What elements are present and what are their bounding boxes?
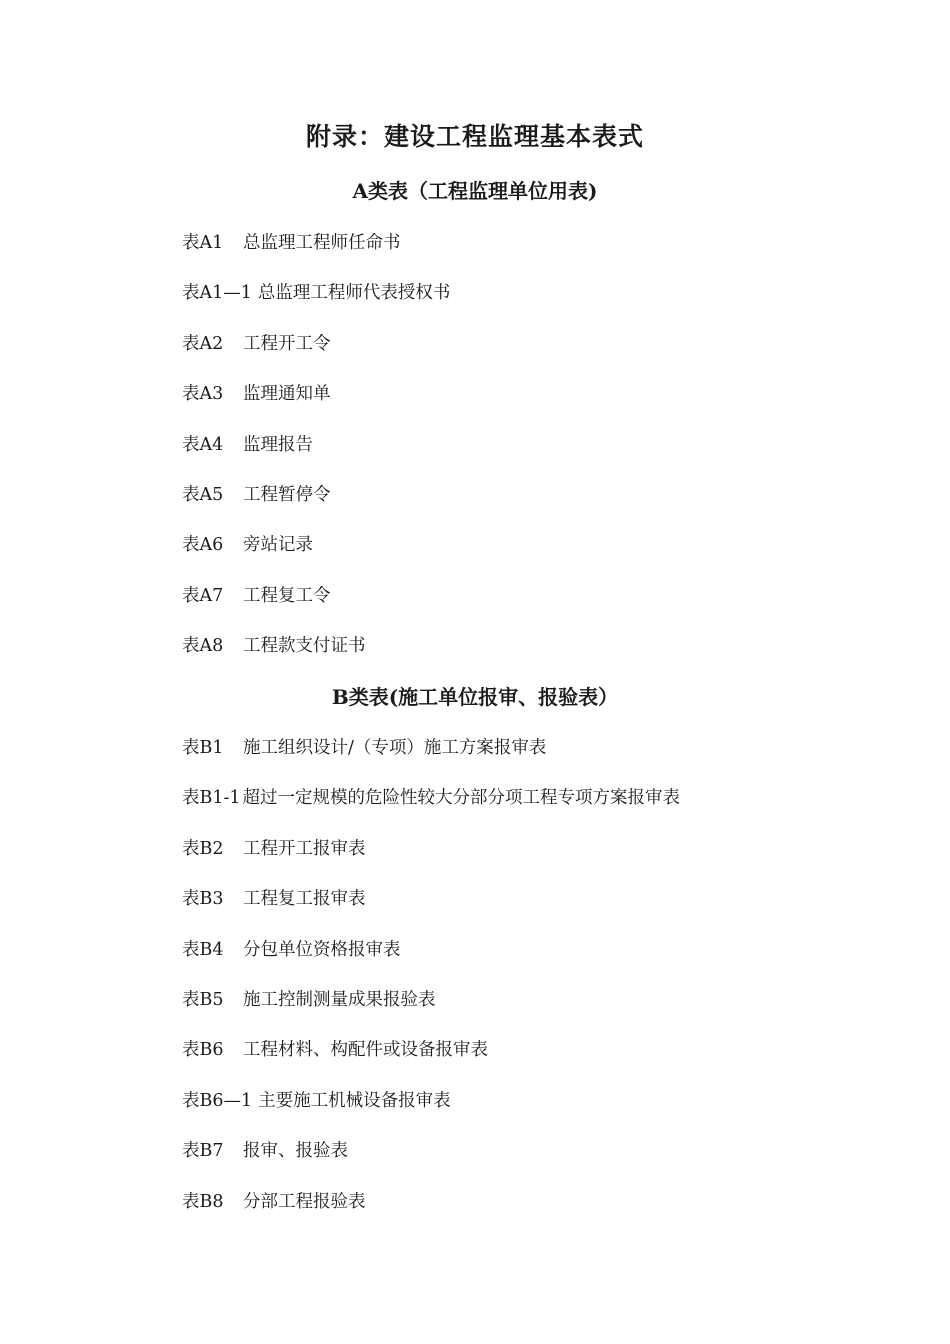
page-title: 附录：建设工程监理基本表式 [305,122,644,151]
list-item [182,938,680,988]
form-name: 施工组织设计/（专项）施工方案报审表 [243,738,547,758]
list-item [182,736,680,786]
list-item [182,1038,680,1088]
form-code: 表B4 [182,939,224,960]
section-a-heading: A类表（工程监理单位用表) [352,179,598,203]
form-name: 工程复工令 [243,585,331,606]
list-item [182,483,450,533]
form-code: 表A7 [182,585,224,606]
form-name: 工程款支付证书 [243,636,366,657]
form-name: 旁站记录 [243,535,313,556]
list-item [182,281,450,331]
form-code: 表B3 [182,889,224,910]
form-code: 表B5 [182,989,224,1010]
form-code: 表A3 [182,384,224,405]
list-item [182,231,450,281]
list-item [182,433,450,483]
section-b-list [182,736,680,1240]
form-name: 报审、报验表 [243,1141,348,1162]
list-item [182,837,680,887]
form-code: 表A1 [182,233,224,253]
form-code: 表B7 [182,1141,224,1162]
form-name: 监理通知单 [243,384,331,405]
list-item [182,887,680,937]
list-item [182,1139,680,1189]
section-b-heading: B类表(施工单位报审、报验表） [331,685,619,709]
form-name: 超过一定规模的危险性较大分部分项工程专项方案报审表 [242,788,681,809]
form-name: 分包单位资格报审表 [243,939,401,960]
form-name: 工程复工报审表 [243,889,366,910]
form-code: 表B2 [182,838,224,859]
list-item [182,786,680,836]
list-item [182,584,450,634]
list-item [182,988,680,1038]
form-name: 工程暂停令 [243,484,331,505]
form-name: 施工控制测量成果报验表 [243,989,436,1010]
form-code: 表B1-1 [182,788,241,809]
list-item [182,634,450,684]
form-name: 分部工程报验表 [243,1191,366,1212]
list-item [182,332,450,382]
form-code: 表A4 [182,434,224,455]
form-code: 表A6 [182,535,224,556]
form-code: 表A2 [182,333,224,354]
form-name: 总监理工程师代表授权书 [257,283,451,304]
list-item [182,1089,680,1139]
form-code: 表A5 [182,484,224,505]
form-name: 监理报告 [243,434,313,455]
form-code: 表B8 [182,1191,224,1212]
form-name: 总监理工程师任命书 [243,233,401,253]
form-code: 表B1 [182,738,224,758]
list-item [182,533,450,583]
section-a-list [182,231,450,685]
form-name: 工程开工令 [243,333,331,354]
form-code: 表B6—1 [182,1090,253,1111]
form-code: 表B6 [182,1040,224,1061]
list-item [182,1190,680,1240]
form-name: 工程材料、构配件或设备报审表 [243,1040,488,1061]
list-item [182,382,450,432]
form-name: 工程开工报审表 [243,838,366,859]
form-code: 表A8 [182,636,224,657]
form-name: 主要施工机械设备报审表 [258,1090,451,1111]
form-code: 表A1—1 [182,283,252,304]
